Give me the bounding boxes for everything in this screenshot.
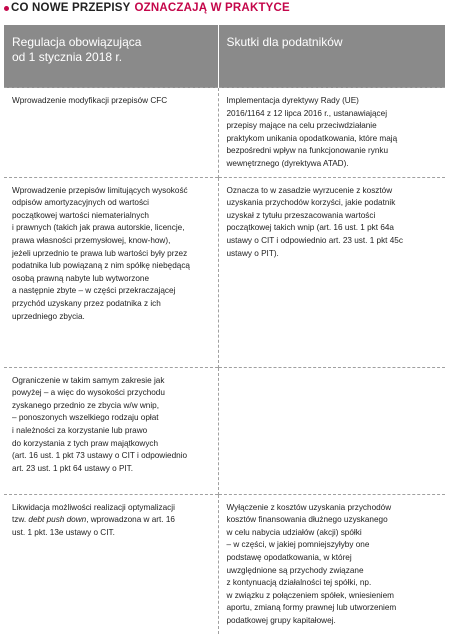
header-regulation: Regulacja obowiązująca od 1 stycznia 2018 r. <box>4 25 218 88</box>
section-title <box>4 1 290 15</box>
table-header-row <box>4 25 445 88</box>
effect-cell <box>218 367 445 494</box>
effect-cell: Wyłączenie z kosztów uzyskania przychodów kosztów finansowania dłużnego uzyskanego w celu nabycia udziałów (akcji) spółki – w części, w jakiej pomniejszyłyby one podstawę opodatkowania, w której uwzględnione są przychody związane z kontynuacją działalności tej spółki, np. w związku z połączeniem spółek, wniesieniem aportu, zmianą formy prawnej lub utworzeniem podatkowej grupy kapitałowej. <box>218 494 445 634</box>
regulation-cell: Wprowadzenie przepisów limitujących wysokość odpisów amortyzacyjnych od wartości początkowej wartości niematerialnych i prawnych (takich jak prawa autorskie, licencje, prawa własności przemysłowej, know-how), jeżeli uprzednio te prawa lub wartości były przez podatnika lub powiązaną z nim spółkę niebędącą osobą prawną nabyte lub wytworzone a następnie zbyte – w części przekraczającej przychód uzyskany przez podatnika z ich uprzedniego zbycia. <box>4 177 218 367</box>
table-row <box>4 88 445 178</box>
regulations-table <box>4 25 445 634</box>
table-row <box>4 367 445 494</box>
debt-push-down-term: debt push down <box>28 515 87 525</box>
title-prefix: CO NOWE PRZEPISY <box>11 2 131 14</box>
regulation-cell: Likwidacja możliwości realizacji optymalizacji tzw. debt push down, wprowadzona w art. 16 ust. 1 pkt. 13e ustawy o CIT. <box>4 494 218 634</box>
effect-cell: Implementacja dyrektywy Rady (UE) 2016/1164 z 12 lipca 2016 r., ustanawiającej przepisy mające na celu przeciwdziałanie praktykom unikania opodatkowania, które mają bezpośredni wpływ na funkcjonowanie rynku wewnętrznego (dyrektywa ATAD). <box>218 88 445 178</box>
header-effects: Skutki dla podatników <box>218 25 445 88</box>
effect-cell: Oznacza to w zasadzie wyrzucenie z kosztów uzyskania przychodów korzyści, jakie podatnik uzyskał z tytułu przeszacowania wartości początkowej takich wnip (art. 16 ust. 1 pkt 64a ustawy o CIT i odpowiednio art. 23 ust. 1 pkt 45c ustawy o PIT). <box>218 177 445 367</box>
table-row <box>4 494 445 634</box>
title-accent: OZNACZAJĄ W PRAKTYCE <box>134 2 290 14</box>
table-row <box>4 177 445 367</box>
bullet-icon <box>4 6 9 11</box>
regulation-cell: Ograniczenie w takim samym zakresie jak powyżej – a więc do wysokości przychodu zyskanego przednio ze zbycia w/w wnip, – ponoszonych wszelkiego rodzaju opłat i należności za korzystanie lub prawo do korzystania z tych praw majątkowych (art. 16 ust. 1 pkt 73 ustawy o CIT i odpowiednio art. 23 ust. 1 pkt 64 ustawy o PIT. <box>4 367 218 494</box>
regulation-cell: Wprowadzenie modyfikacji przepisów CFC <box>4 88 218 178</box>
